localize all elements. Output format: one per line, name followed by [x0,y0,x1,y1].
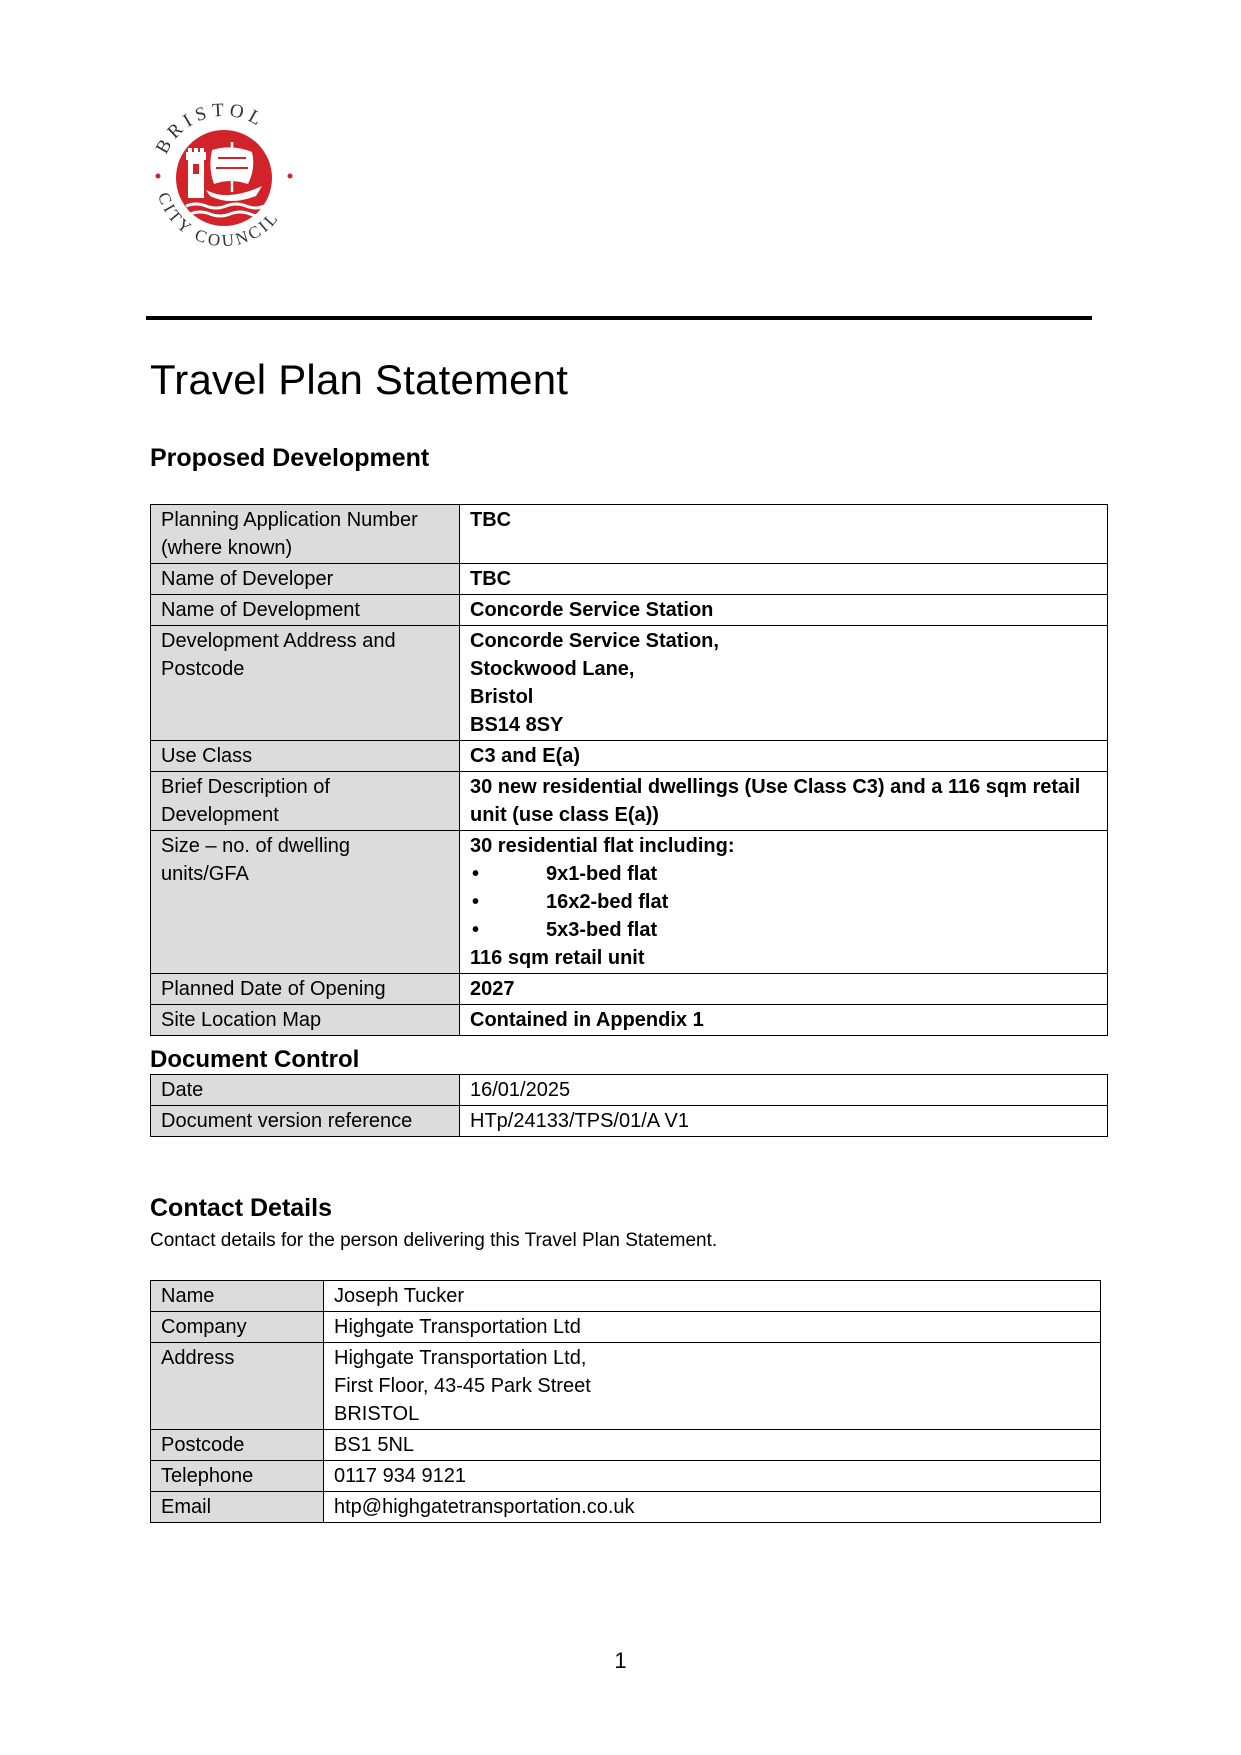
description-label-2: Development [161,804,279,826]
table-row [151,626,1108,741]
address-line: Concorde Service Station, [470,630,719,652]
label-cell [151,831,460,974]
contact-address-value [324,1343,1101,1430]
table-row [151,595,1108,626]
development-label: Name of Development [151,595,460,626]
name-label: Name [151,1281,324,1312]
address-label-2: Postcode [161,658,245,680]
table-row [151,564,1108,595]
contact-address-label: Address [151,1343,324,1430]
opening-label: Planned Date of Opening [151,974,460,1005]
size-outro: 116 sqm retail unit [470,947,645,969]
table-row [151,1343,1101,1430]
version-value: HTp/24133/TPS/01/A V1 [460,1106,1108,1137]
date-label: Date [151,1075,460,1106]
email-value: htp@highgatetransportation.co.uk [324,1492,1101,1523]
table-row [151,772,1108,831]
name-value: Joseph Tucker [324,1281,1101,1312]
use-class-value: C3 and E(a) [460,741,1108,772]
telephone-label: Telephone [151,1461,324,1492]
header-rule [146,316,1092,320]
address-line: BS14 8SY [470,714,564,736]
date-value: 16/01/2025 [460,1075,1108,1106]
development-value: Concorde Service Station [460,595,1108,626]
size-intro: 30 residential flat including: [470,835,735,857]
postcode-label: Postcode [151,1430,324,1461]
description-label: Brief Description of [161,776,330,798]
telephone-value: 0117 934 9121 [324,1461,1101,1492]
bullet-icon: • [472,863,480,885]
size-label: Size – no. of dwelling [161,835,351,857]
svg-text:BRISTOL: BRISTOL [151,99,270,158]
list-item [470,860,1097,888]
document-control-table [150,1074,1108,1137]
table-row [151,505,1108,564]
contact-details-table [150,1280,1101,1523]
list-item [470,888,1097,916]
description-line: unit (use class E(a)) [470,804,659,826]
contact-details-heading: Contact Details [150,1194,332,1222]
proposed-development-heading: Proposed Development [150,444,430,472]
table-row [151,1461,1101,1492]
address-line: Highgate Transportation Ltd, [334,1347,587,1369]
page-title: Travel Plan Statement [150,356,569,403]
size-value [460,831,1108,974]
postcode-value: BS1 5NL [324,1430,1101,1461]
table-row [151,1312,1101,1343]
label-cell [151,626,460,741]
bullet-icon: • [472,891,480,913]
company-label: Company [151,1312,324,1343]
address-value [460,626,1108,741]
address-line: Bristol [470,686,534,708]
version-label: Document version reference [151,1106,460,1137]
app-number-label: Planning Application Number [161,509,418,531]
use-class-label: Use Class [151,741,460,772]
developer-label: Name of Developer [151,564,460,595]
list-item-text: 5x3-bed flat [546,919,658,941]
table-row [151,1281,1101,1312]
table-row [151,831,1108,974]
app-number-label-2: (where known) [161,537,293,559]
document-control-heading: Document Control [150,1046,360,1073]
list-item [470,916,1097,944]
bullet-icon: • [472,919,480,941]
address-line: BRISTOL [334,1403,420,1425]
description-line: 30 new residential dwellings (Use Class C3) and a 116 sqm retail [470,776,1081,798]
table-row [151,974,1108,1005]
label-cell [151,505,460,564]
svg-text:CITY COUNCIL: CITY COUNCIL [154,189,284,251]
table-row [151,741,1108,772]
table-row [151,1005,1108,1036]
opening-value: 2027 [460,974,1108,1005]
address-line: First Floor, 43-45 Park Street [334,1375,591,1397]
email-label: Email [151,1492,324,1523]
label-cell [151,772,460,831]
developer-value: TBC [460,564,1108,595]
list-item-text: 16x2-bed flat [546,891,669,913]
table-row [151,1075,1108,1106]
proposed-development-table [150,504,1108,1036]
list-item-text: 9x1-bed flat [546,863,658,885]
table-row [151,1430,1101,1461]
table-row [151,1106,1108,1137]
contact-intro: Contact details for the person delivering this Travel Plan Statement. [150,1230,718,1251]
table-row [151,1492,1101,1523]
app-number-value: TBC [460,505,1108,564]
map-label: Site Location Map [151,1005,460,1036]
page-number: 1 [614,1648,627,1673]
map-value: Contained in Appendix 1 [460,1005,1108,1036]
address-label: Development Address and [161,630,396,652]
address-line: Stockwood Lane, [470,658,635,680]
bristol-city-council-logo [144,98,304,258]
description-value [460,772,1108,831]
company-value: Highgate Transportation Ltd [324,1312,1101,1343]
size-label-2: units/GFA [161,863,249,885]
